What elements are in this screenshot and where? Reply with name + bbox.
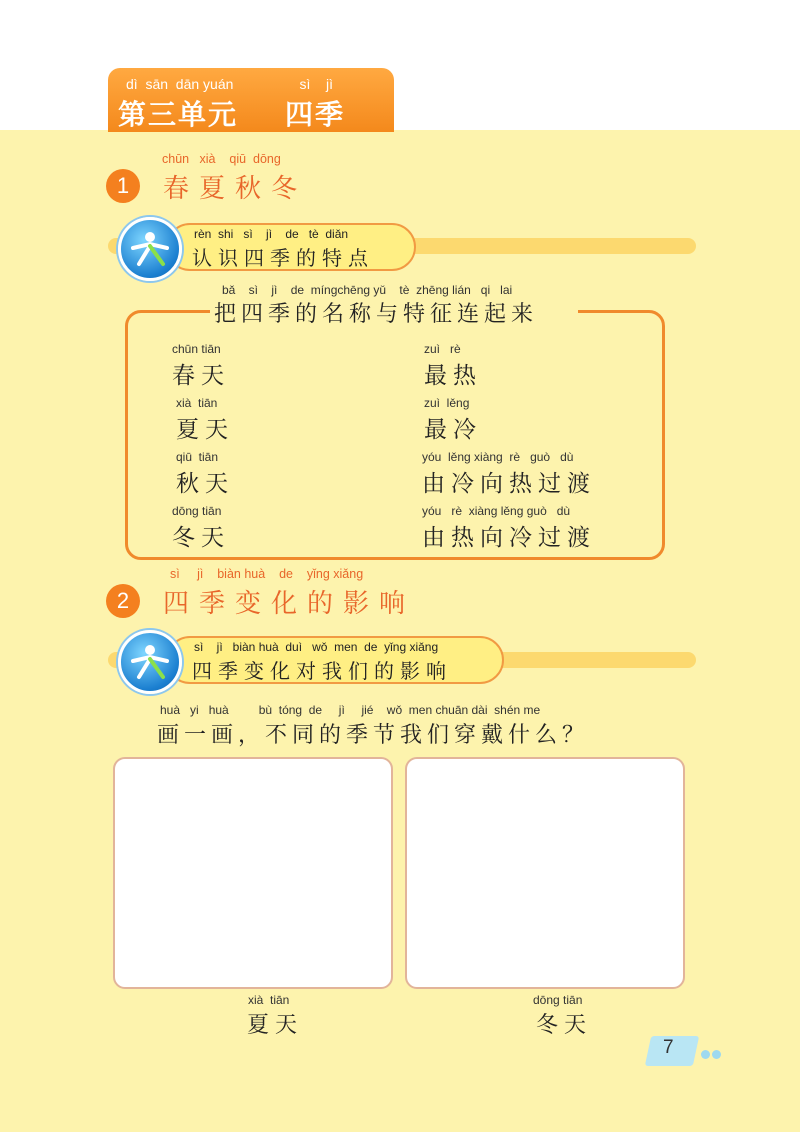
- feature-label: 最热: [424, 363, 482, 389]
- feature-pinyin: zuì lěng: [424, 396, 470, 410]
- match-title: 把四季的名称与特征连起来: [214, 302, 539, 327]
- season-label: 春天: [172, 363, 230, 389]
- match-title-pinyin: bǎ sì jì de míngchēng yǔ tè zhēng lián qi lai: [222, 283, 513, 297]
- season-pinyin: dōng tiān: [172, 504, 222, 518]
- decorative-dot: [701, 1050, 710, 1059]
- decorative-dot: [712, 1050, 721, 1059]
- section2-title: 四季变化的影响: [163, 589, 416, 619]
- season-item[interactable]: [172, 504, 230, 552]
- section2-pinyin: sì jì biàn huà de yǐng xiǎng: [170, 567, 364, 581]
- banner2-text: 四季变化对我们的影响: [192, 659, 452, 683]
- page-number: 7: [663, 1037, 674, 1058]
- question-pinyin: huà yi huà bù tóng de jì jié wǒ men chuān dài shén me: [160, 703, 541, 717]
- season-item[interactable]: [176, 396, 234, 444]
- feature-item[interactable]: [424, 396, 482, 444]
- section1-pinyin: chūn xià qiū dōng: [162, 152, 281, 166]
- unit-title: 第三单元 四季: [118, 98, 345, 131]
- season-label: 冬天: [172, 525, 230, 551]
- unit-pinyin: dì sān dān yuán sì jì: [126, 76, 333, 92]
- feature-item[interactable]: [424, 342, 482, 390]
- season-item[interactable]: [172, 342, 230, 390]
- season-pinyin: xià tiān: [176, 396, 218, 410]
- feature-label: 最冷: [424, 417, 482, 443]
- season-pinyin: chūn tiān: [172, 342, 221, 356]
- season-label: 夏天: [176, 417, 234, 443]
- season-item[interactable]: [176, 450, 234, 498]
- season-label: 秋天: [176, 471, 234, 497]
- season-pinyin: qiū tiān: [176, 450, 219, 464]
- summer-caption-pinyin: xià tiān: [248, 993, 290, 1007]
- feature-item[interactable]: [422, 504, 596, 552]
- winter-caption: 冬天: [536, 1013, 593, 1038]
- question-text: 画一画，不同的季节我们穿戴什么？: [157, 723, 590, 748]
- feature-label: 由热向冷过渡: [422, 525, 596, 551]
- feature-pinyin: yóu rè xiàng lěng guò dù: [422, 504, 571, 518]
- feature-pinyin: yóu lěng xiàng rè guò dù: [422, 450, 574, 464]
- feature-pinyin: zuì rè: [424, 342, 461, 356]
- feature-item[interactable]: [422, 450, 596, 498]
- summer-drawing-area[interactable]: [113, 757, 393, 989]
- section2-number: 2: [106, 584, 140, 618]
- summer-caption: 夏天: [247, 1013, 304, 1038]
- banner2-pinyin: sì jì biàn huà duì wǒ men de yǐng xiǎng: [194, 640, 439, 654]
- winter-drawing-area[interactable]: [405, 757, 685, 989]
- banner1-pinyin: rèn shi sì jì de tè diǎn: [194, 227, 349, 241]
- activity-logo-icon: [118, 630, 182, 694]
- activity-logo-icon: [118, 217, 182, 281]
- feature-label: 由冷向热过渡: [422, 471, 596, 497]
- banner1-text: 认识四季的特点: [192, 246, 374, 270]
- section1-number: 1: [106, 169, 140, 203]
- winter-caption-pinyin: dōng tiān: [533, 993, 583, 1007]
- section1-title: 春夏秋冬: [163, 174, 308, 204]
